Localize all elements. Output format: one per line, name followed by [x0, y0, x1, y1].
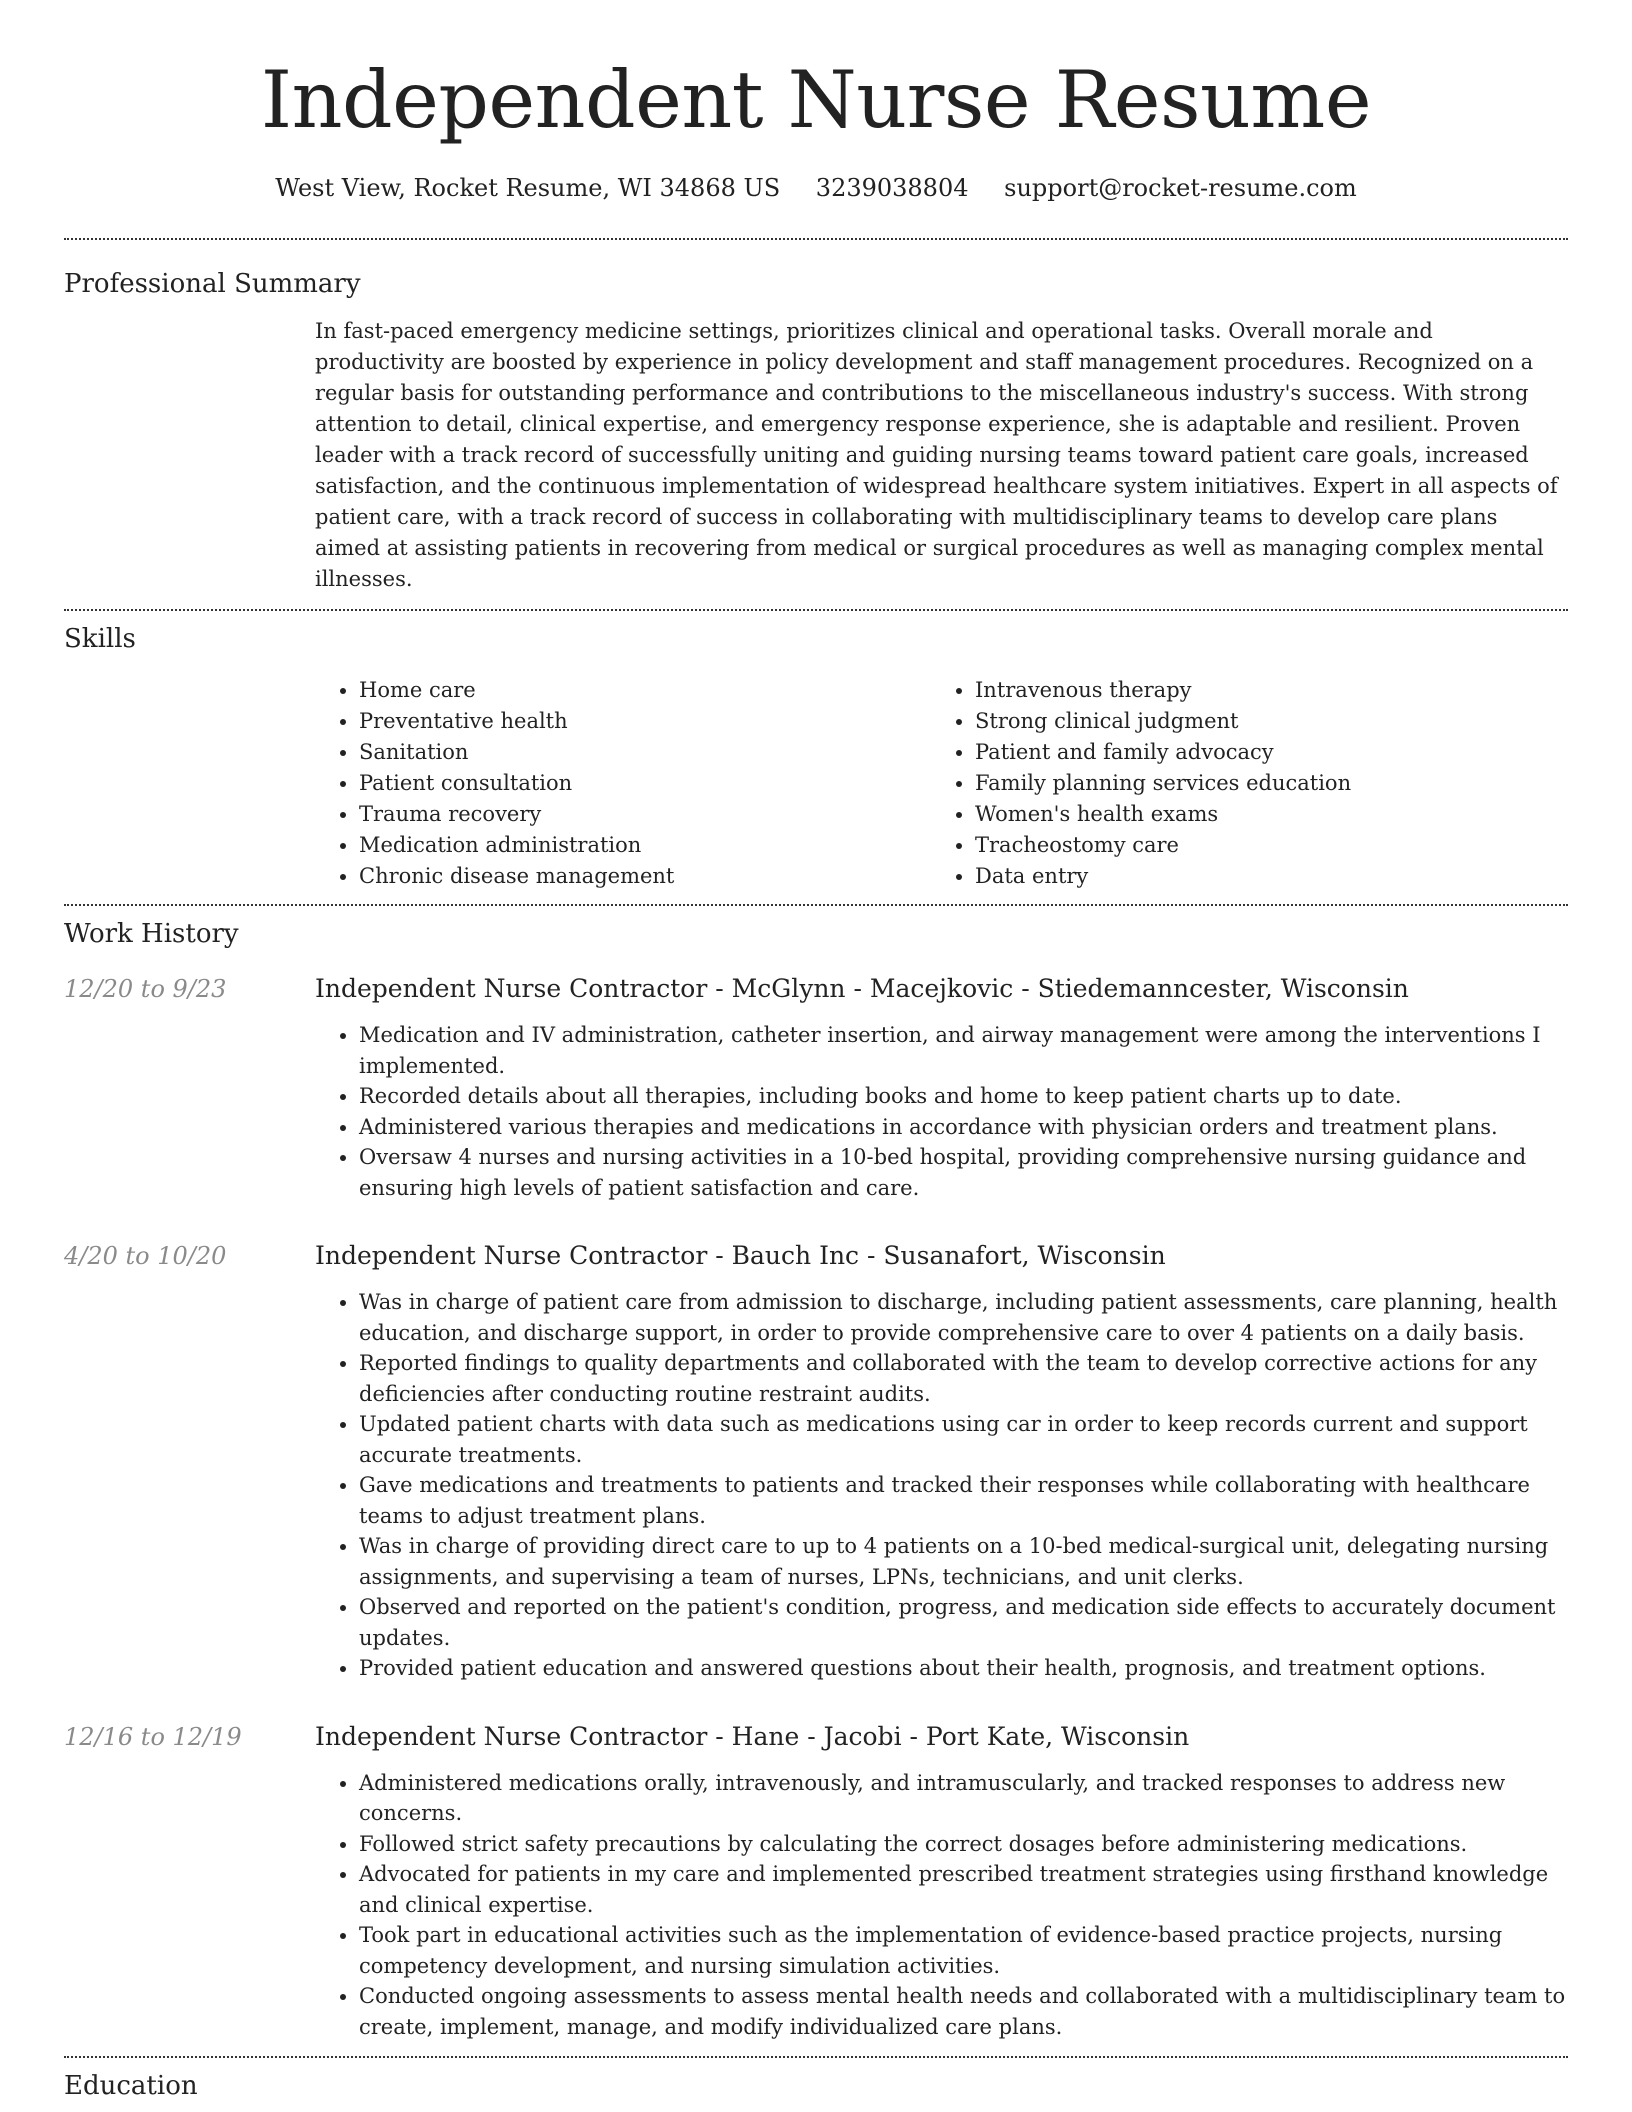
job-title: Independent Nurse Contractor - McGlynn - Macejkovic - Stiedemanncester, Wisconsin	[315, 974, 1409, 1003]
job-bullet: • Oversaw 4 nurses and nursing activities in a 10-bed hospital, providing comprehensive nursing guidance and ensuring high levels of patient satisfaction and care.	[359, 1142, 1568, 1203]
job-entry	[64, 972, 1568, 1203]
skill-item: • Preventative health	[359, 706, 931, 737]
job-bullet: • Reported findings to quality departments and collaborated with the team to develop corrective actions for any deficiencies after conducting routine restraint audits.	[359, 1348, 1568, 1409]
job-bullet: • Administered various therapies and medications in accordance with physician orders and treatment plans.	[359, 1112, 1568, 1143]
job-bullets	[315, 1287, 1568, 1684]
job-dates: 12/16 to 12/19	[64, 1722, 242, 1751]
section-divider	[64, 904, 1568, 906]
contact-phone: 3239038804	[815, 174, 969, 202]
skill-item: • Chronic disease management	[359, 861, 931, 892]
skill-item: • Sanitation	[359, 737, 931, 768]
job-entry	[64, 1239, 1568, 1684]
job-bullet: • Recorded details about all therapies, including books and home to keep patient charts up to date.	[359, 1081, 1568, 1112]
job-bullet: • Advocated for patients in my care and implemented prescribed treatment strategies using firsthand knowledge and clinical expertise.	[359, 1859, 1568, 1920]
job-bullets	[315, 1020, 1568, 1203]
job-bullet: • Followed strict safety precautions by calculating the correct dosages before administering medications.	[359, 1829, 1568, 1860]
job-bullet: • Gave medications and treatments to patients and tracked their responses while collaborating with healthcare teams to adjust treatment plans.	[359, 1470, 1568, 1531]
job-bullet: • Administered medications orally, intravenously, and intramuscularly, and tracked responses to address new concerns.	[359, 1768, 1568, 1829]
job-bullet: • Conducted ongoing assessments to assess mental health needs and collaborated with a multidisciplinary team to create, implement, manage, and modify individualized care plans.	[359, 1981, 1568, 2042]
education-heading: Education	[64, 2071, 198, 2101]
job-bullet: • Was in charge of patient care from admission to discharge, including patient assessments, care planning, health education, and discharge support, in order to provide comprehensive care to over 4 patients on a daily basis.	[359, 1287, 1568, 1348]
skill-item: • Women's health exams	[975, 799, 1531, 830]
skills-list-left	[315, 675, 931, 892]
skill-item: • Tracheostomy care	[975, 830, 1531, 861]
contact-line	[64, 170, 1568, 206]
job-bullet: • Medication and IV administration, catheter insertion, and airway management were among the interventions I implemented.	[359, 1020, 1568, 1081]
work-history-heading: Work History	[64, 919, 239, 949]
job-dates: 4/20 to 10/20	[64, 1242, 227, 1270]
skill-item: • Family planning services education	[975, 768, 1531, 799]
job-bullet: • Was in charge of providing direct care to up to 4 patients on a 10-bed medical-surgical unit, delegating nursing assignments, and supervising a team of nurses, LPNs, technicians, and unit clerks.	[359, 1531, 1568, 1592]
section-divider	[64, 609, 1568, 611]
job-entry	[64, 1720, 1568, 2043]
skills-section	[315, 675, 1568, 892]
skill-item: • Strong clinical judgment	[975, 706, 1531, 737]
skill-item: • Patient and family advocacy	[975, 737, 1531, 768]
job-bullet: • Observed and reported on the patient's condition, progress, and medication side effects to accurately document updates.	[359, 1592, 1568, 1653]
skill-item: • Trauma recovery	[359, 799, 931, 830]
skill-item: • Intravenous therapy	[975, 675, 1531, 706]
summary-heading: Professional Summary	[64, 269, 361, 299]
job-title: Independent Nurse Contractor - Bauch Inc - Susanafort, Wisconsin	[315, 1241, 1166, 1270]
section-divider	[64, 238, 1568, 240]
summary-text: In fast-paced emergency medicine settings, prioritizes clinical and operational tasks. Overall morale and productivity are boosted by experience in policy development and staff management procedures. Recognized on a regular basis for outstanding performance and contributions to the miscellaneous industry's success. With strong attention to detail, clinical expertise, and emergency response experience, she is adaptable and resilient. Proven leader with a track record of successfully uniting and guiding nursing teams toward patient care goals, increased satisfaction, and the continuous implementation of widespread healthcare system initiatives. Expert in all aspects of patient care, with a track record of success in collaborating with multidisciplinary teams to develop care plans aimed at assisting patients in recovering from medical or surgical procedures as well as managing complex mental illnesses.	[315, 319, 1558, 591]
job-bullet: • Took part in educational activities such as the implementation of evidence-based practice projects, nursing competency development, and nursing simulation activities.	[359, 1920, 1568, 1981]
skill-item: • Data entry	[975, 861, 1531, 892]
skill-item: • Home care	[359, 675, 931, 706]
summary-section	[315, 316, 1568, 595]
skills-heading: Skills	[64, 624, 136, 654]
skills-list-right	[931, 675, 1531, 892]
job-bullets	[315, 1768, 1568, 2043]
section-divider	[64, 2056, 1568, 2058]
job-bullet: • Updated patient charts with data such as medications using car in order to keep records current and support accurate treatments.	[359, 1409, 1568, 1470]
page-title: Independent Nurse Resume	[260, 54, 1372, 146]
job-dates: 12/20 to 9/23	[64, 975, 227, 1003]
job-bullet: • Provided patient education and answered questions about their health, prognosis, and treatment options.	[359, 1653, 1568, 1684]
job-title: Independent Nurse Contractor - Hane - Jacobi - Port Kate, Wisconsin	[315, 1721, 1190, 1751]
contact-email: support@rocket-resume.com	[1004, 174, 1357, 202]
skill-item: • Patient consultation	[359, 768, 931, 799]
skill-item: • Medication administration	[359, 830, 931, 861]
contact-address: West View, Rocket Resume, WI 34868 US	[275, 174, 781, 202]
